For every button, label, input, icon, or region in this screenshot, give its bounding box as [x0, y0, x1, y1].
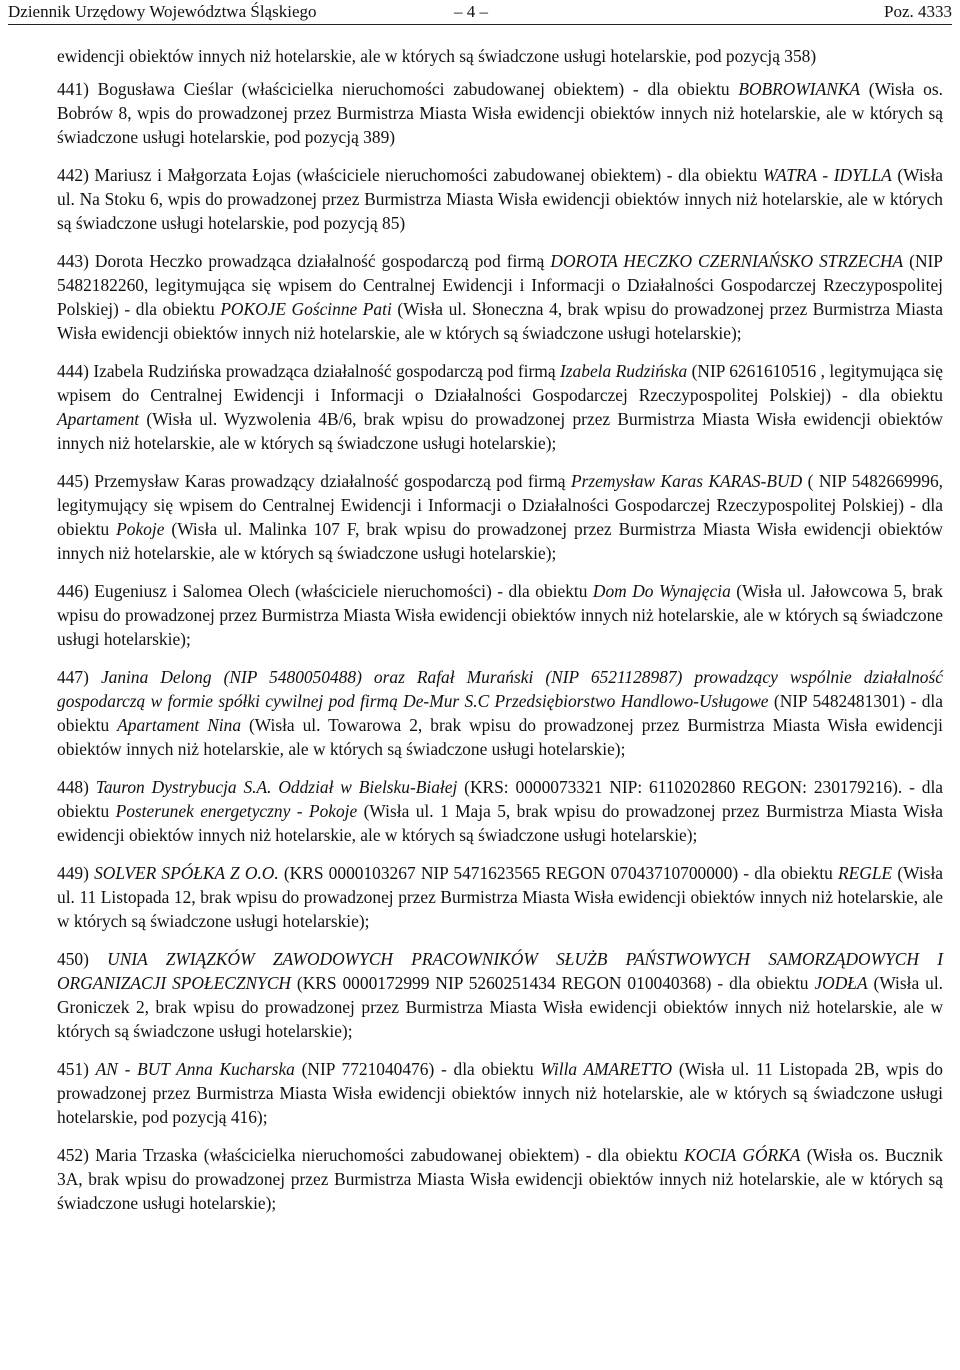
entry-text: (Wisła ul. Towarowa 2, brak wpisu do prowadzonej przez Burmistrza Miasta Wisła ewidencji obiektów innych niż hotelarskie, ale w których są świadczone usługi hotelarskie);: [57, 715, 943, 759]
entry-text: ( NIP 5482669996, legitymujący się wpisem do Centralnej Ewidencji i Informacji o Działalności Gospodarczej Rzeczypospolitej Polskiej) - dla obiektu: [57, 471, 943, 539]
entity-name: REGLE: [838, 863, 893, 883]
entry-text: (KRS 0000172999 NIP 5260251434 REGON 010040368) - dla obiektu: [290, 973, 815, 993]
entry-text: ewidencji obiektów innych niż hotelarskie, ale w których są świadczone usługi hotelarskie, pod pozycją 358): [57, 46, 817, 66]
entry-text: (Wisła ul. Słoneczna 4, brak wpisu do prowadzonej przez Burmistrza Miasta Wisła ewidencji obiektów innych niż hotelarskie, ale w których są świadczone usługi hotelarskie);: [57, 299, 943, 343]
entity-name: Dom Do Wynajęcia: [592, 581, 731, 601]
entity-name: WATRA - IDYLLA: [762, 165, 892, 185]
entity-name: Apartament: [57, 409, 140, 429]
header-rule: [8, 24, 952, 25]
entity-name: BOBROWIANKA: [738, 79, 861, 99]
entry-text: 452) Maria Trzaska (właścicielka nieruchomości zabudowanej obiektem) - dla obiektu: [57, 1145, 685, 1165]
entry-text: (Wisła os. Bobrów 8, wpis do prowadzonej przez Burmistrza Miasta Wisła ewidencji obiektów innych niż hotelarskie, ale w których są świadczone usługi hotelarskie, pod pozycją 389): [57, 79, 943, 147]
entity-name: Przemysław Karas KARAS-BUD: [570, 471, 803, 491]
entity-name: UNIA ZWIĄZKÓW ZAWODOWYCH PRACOWNIKÓW SŁUŻB PAŃSTWOWYCH SAMORZĄDOWYCH I ORGANIZACJI SPOŁECZNYCH: [57, 949, 943, 993]
entry-text: 443) Dorota Heczko prowadząca działalność gospodarczą pod firmą: [57, 251, 551, 271]
entry-text: (NIP 5482481301) - dla obiektu: [57, 691, 943, 735]
entity-name: Janina Delong (NIP 5480050488) oraz Rafał Murański (NIP 6521128987) prowadzący wspólnie działalność gospodarczą w formie spółki cywilnej pod firmą De-Mur S.C Przedsiębiorstwo Handlowo-Usługowe: [57, 667, 943, 711]
entry-text: 444) Izabela Rudzińska prowadząca działalność gospodarczą pod firmą: [57, 361, 560, 381]
entry-text: (Wisła ul. Malinka 107 F, brak wpisu do prowadzonej przez Burmistrza Miasta Wisła ewidencji obiektów innych niż hotelarskie, ale w których są świadczone usługi hotelarskie);: [57, 519, 943, 563]
entity-name: KOCIA GÓRKA: [684, 1145, 801, 1165]
entity-name: AN - BUT Anna Kucharska: [95, 1059, 295, 1079]
entry-text: 446) Eugeniusz i Salomea Olech (właściciele nieruchomości) - dla obiektu: [57, 581, 593, 601]
entity-name: Posterunek energetyczny - Pokoje: [115, 801, 358, 821]
page-number: – 4 –: [454, 2, 488, 21]
entry-text: (Wisła os. Bucznik 3A, brak wpisu do prowadzonej przez Burmistrza Miasta Wisła ewidencji obiektów innych niż hotelarskie, ale w których są świadczone usługi hotelarskie);: [57, 1145, 943, 1213]
entry-text: (NIP 5482182260, legitymująca się wpisem do Centralnej Ewidencji i Informacji o Działalności Gospodarczej Rzeczypospolitej Polskiej) - dla obiektu: [57, 251, 943, 319]
entry-text: (NIP 7721040476) - dla obiektu: [294, 1059, 541, 1079]
entry-text: (Wisła ul. 1 Maja 5, brak wpisu do prowadzonej przez Burmistrza Miasta Wisła ewidencji obiektów innych niż hotelarskie, ale w których są świadczone usługi hotelarskie);: [57, 801, 943, 845]
entity-name: DOROTA HECZKO CZERNIAŃSKO STRZECHA: [550, 251, 904, 271]
entity-name: Apartament Nina: [117, 715, 242, 735]
list-item: [57, 163, 943, 235]
document-body: [57, 44, 943, 1229]
continued-paragraph: [57, 44, 943, 68]
list-item: [57, 249, 943, 345]
list-item: [57, 861, 943, 933]
entry-text: (Wisła ul. Na Stoku 6, wpis do prowadzonej przez Burmistrza Miasta Wisła ewidencji obiektów innych niż hotelarskie, ale w których są świadczone usługi hotelarskie, pod pozycją 85): [57, 165, 943, 233]
entry-text: 448): [57, 777, 96, 797]
entry-text: 447): [57, 667, 101, 687]
entry-text: 449): [57, 863, 95, 883]
entry-text: (KRS: 0000073321 NIP: 6110202860 REGON: 230179216). - dla obiektu: [57, 777, 943, 821]
list-item: [57, 775, 943, 847]
list-item: [57, 1143, 943, 1215]
entry-text: (NIP 6261610516 , legitymująca się wpisem do Centralnej Ewidencji i Informacji o Działalności Gospodarczej Rzeczypospolitej Polskiej) - dla obiektu: [57, 361, 943, 405]
entry-text: 442) Mariusz i Małgorzata Łojas (właściciele nieruchomości zabudowanej obiektem) - dla obiektu: [57, 165, 763, 185]
entity-name: Izabela Rudzińska: [560, 361, 688, 381]
list-item: [57, 1057, 943, 1129]
entry-text: (Wisła ul. Groniczek 2, brak wpisu do prowadzonej przez Burmistrza Miasta Wisła ewidencji obiektów innych niż hotelarskie, ale w których są świadczone usługi hotelarskie);: [57, 973, 944, 1041]
entity-name: JODŁA: [814, 973, 868, 993]
journal-title: Dziennik Urzędowy Województwa Śląskiego: [8, 2, 317, 21]
entity-name: Tauron Dystrybucja S.A. Oddział w Bielsku-Białej: [95, 777, 458, 797]
list-item: [57, 947, 943, 1043]
entry-text: 450): [57, 949, 108, 969]
entry-text: (Wisła ul. Jałowcowa 5, brak wpisu do prowadzonej przez Burmistrza Miasta Wisła ewidencji obiektów innych niż hotelarskie, ale w których są świadczone usługi hotelarskie);: [57, 581, 943, 649]
entry-text: (Wisła ul. Wyzwolenia 4B/6, brak wpisu do prowadzonej przez Burmistrza Miasta Wisła ewidencji obiektów innych niż hotelarskie, ale w których są świadczone usługi hotelarskie);: [57, 409, 943, 453]
entry-text: (Wisła ul. 11 Listopada 12, brak wpisu do prowadzonej przez Burmistrza Miasta Wisła ewidencji obiektów innych niż hotelarskie, ale w których są świadczone usługi hotelarskie);: [57, 863, 943, 931]
entity-name: Pokoje: [116, 519, 165, 539]
position-number: Poz. 4333: [884, 2, 952, 21]
page-header: [0, 0, 960, 24]
entry-text: (Wisła ul. 11 Listopada 2B, wpis do prowadzonej przez Burmistrza Miasta Wisła ewidencji obiektów innych niż hotelarskie, ale w których są świadczone usługi hotelarskie, pod pozycją 416);: [57, 1059, 943, 1127]
entry-text: 445) Przemysław Karas prowadzący działalność gospodarczą pod firmą: [57, 471, 571, 491]
list-item: [57, 665, 943, 761]
entity-name: SOLVER SPÓŁKA Z O.O.: [94, 863, 279, 883]
entry-text: 441) Bogusława Cieślar (właścicielka nieruchomości zabudowanej obiektem) - dla obiektu: [57, 79, 739, 99]
entry-text: (KRS 0000103267 NIP 5471623565 REGON 07043710700000) - dla obiektu: [278, 863, 839, 883]
list-item: [57, 77, 943, 149]
entity-name: Willa AMARETTO: [540, 1059, 673, 1079]
list-item: [57, 359, 943, 455]
list-item: [57, 579, 943, 651]
entity-name: POKOJE Gościnne Pati: [220, 299, 392, 319]
entry-text: 451): [57, 1059, 96, 1079]
list-item: [57, 469, 943, 565]
